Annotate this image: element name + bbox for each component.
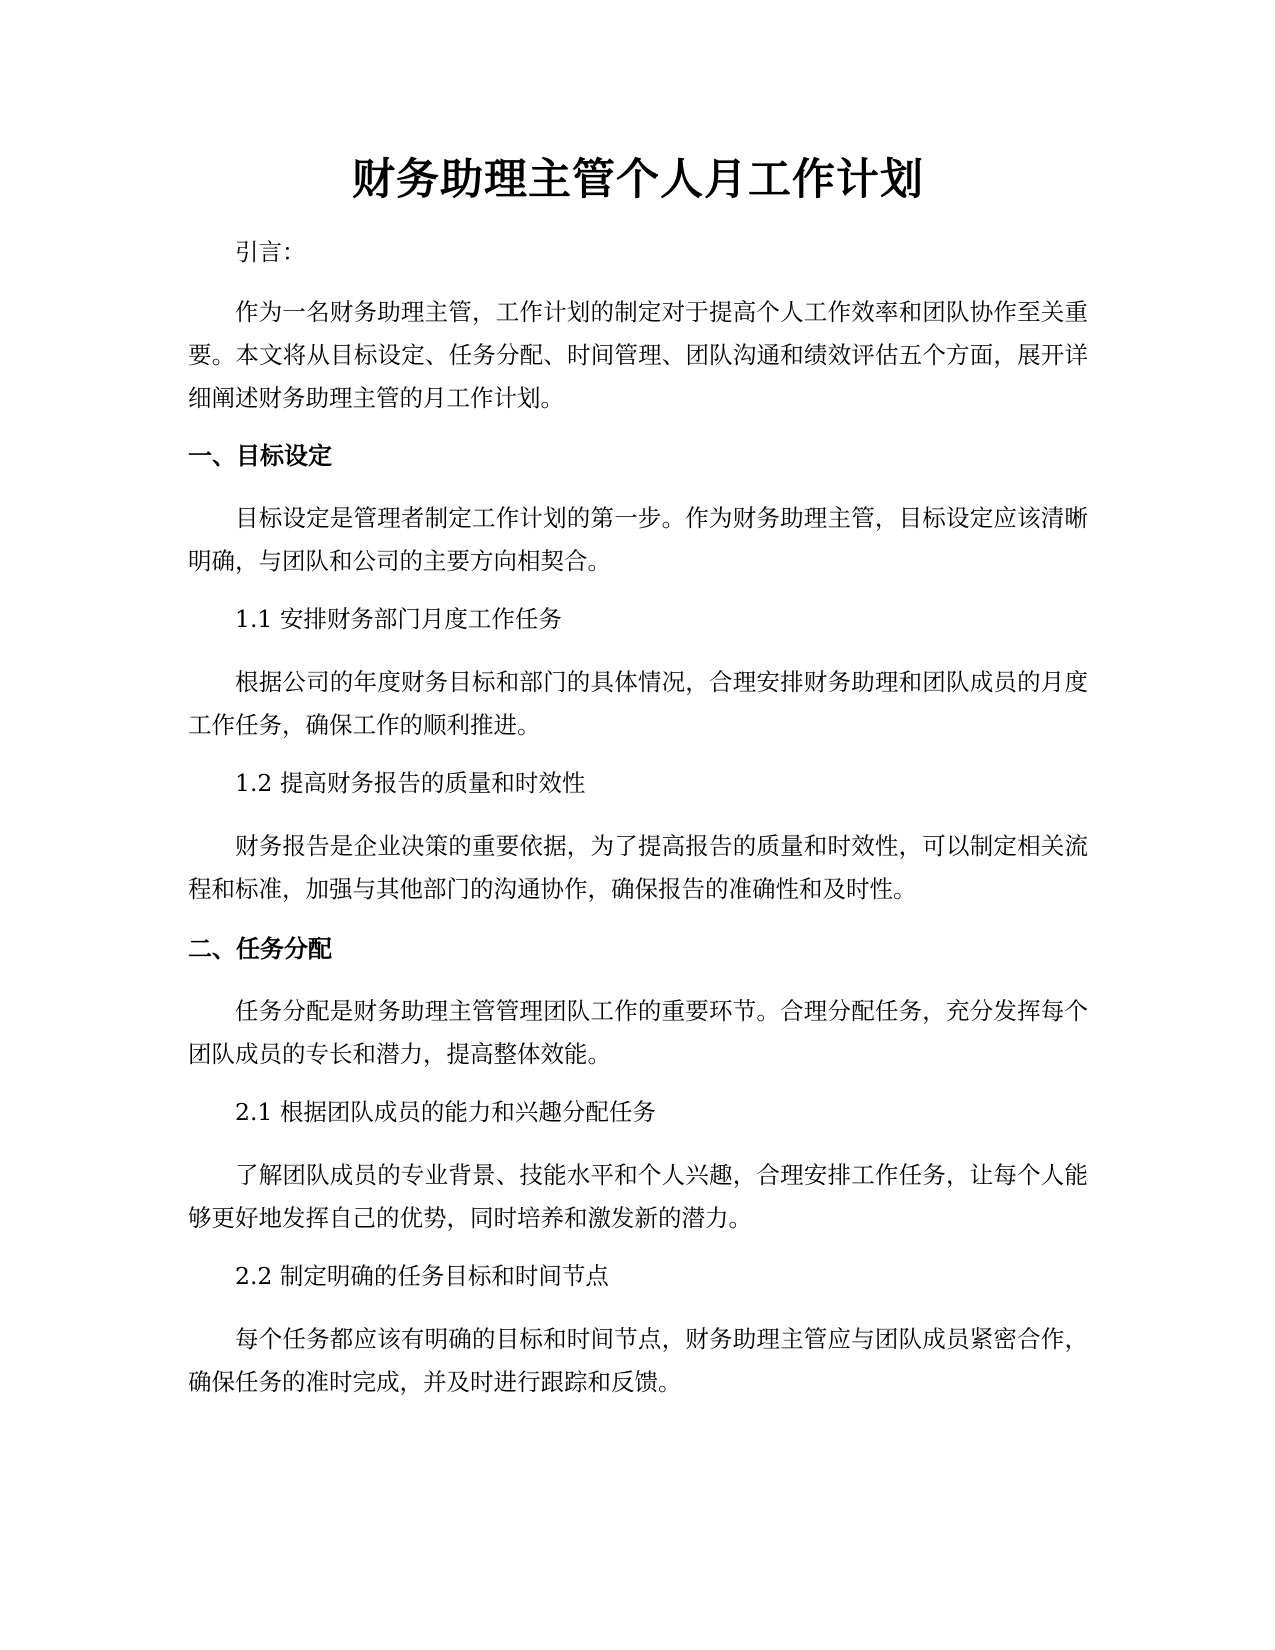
section-1-2-title: 1.2 提高财务报告的质量和时效性: [235, 769, 586, 797]
intro-paragraph: 作为一名财务助理主管，工作计划的制定对于提高个人工作效率和团队协作至关重要。本文将从目标设定、任务分配、时间管理、团队沟通和绩效评估五个方面，展开详细阐述财务助理主管的月工作计划。: [188, 298, 1088, 412]
section-1-1-title: 1.1 安排财务部门月度工作任务: [235, 605, 562, 633]
section-1-heading: 一、目标设定: [188, 442, 332, 470]
section-1-1-text: 根据公司的年度财务目标和部门的具体情况，合理安排财务助理和团队成员的月度工作任务，确保工作的顺利推进。: [188, 668, 1088, 739]
section-2-intro: 任务分配是财务助理主管管理团队工作的重要环节。合理分配任务，充分发挥每个团队成员的专长和潜力，提高整体效能。: [188, 997, 1088, 1068]
section-2-1-text: 了解团队成员的专业背景、技能水平和个人兴趣，合理安排工作任务，让每个人能够更好地发挥自己的优势，同时培养和激发新的潜力。: [188, 1161, 1088, 1232]
section-1-2-text: 财务报告是企业决策的重要依据，为了提高报告的质量和时效性，可以制定相关流程和标准，加强与其他部门的沟通协作，确保报告的准确性和及时性。: [188, 832, 1088, 903]
section-2-2-text: 每个任务都应该有明确的目标和时间节点，财务助理主管应与团队成员紧密合作，确保任务的准时完成，并及时进行跟踪和反馈。: [188, 1325, 1088, 1396]
section-2-2-title: 2.2 制定明确的任务目标和时间节点: [235, 1262, 609, 1290]
document-title: 财务助理主管个人月工作计划: [352, 155, 924, 205]
section-2-heading: 二、任务分配: [188, 935, 332, 963]
section-2-1-title: 2.1 根据团队成员的能力和兴趣分配任务: [235, 1098, 656, 1126]
section-1-intro: 目标设定是管理者制定工作计划的第一步。作为财务助理主管，目标设定应该清晰明确，与团队和公司的主要方向相契合。: [188, 504, 1088, 575]
intro-label: 引言：: [235, 238, 306, 266]
